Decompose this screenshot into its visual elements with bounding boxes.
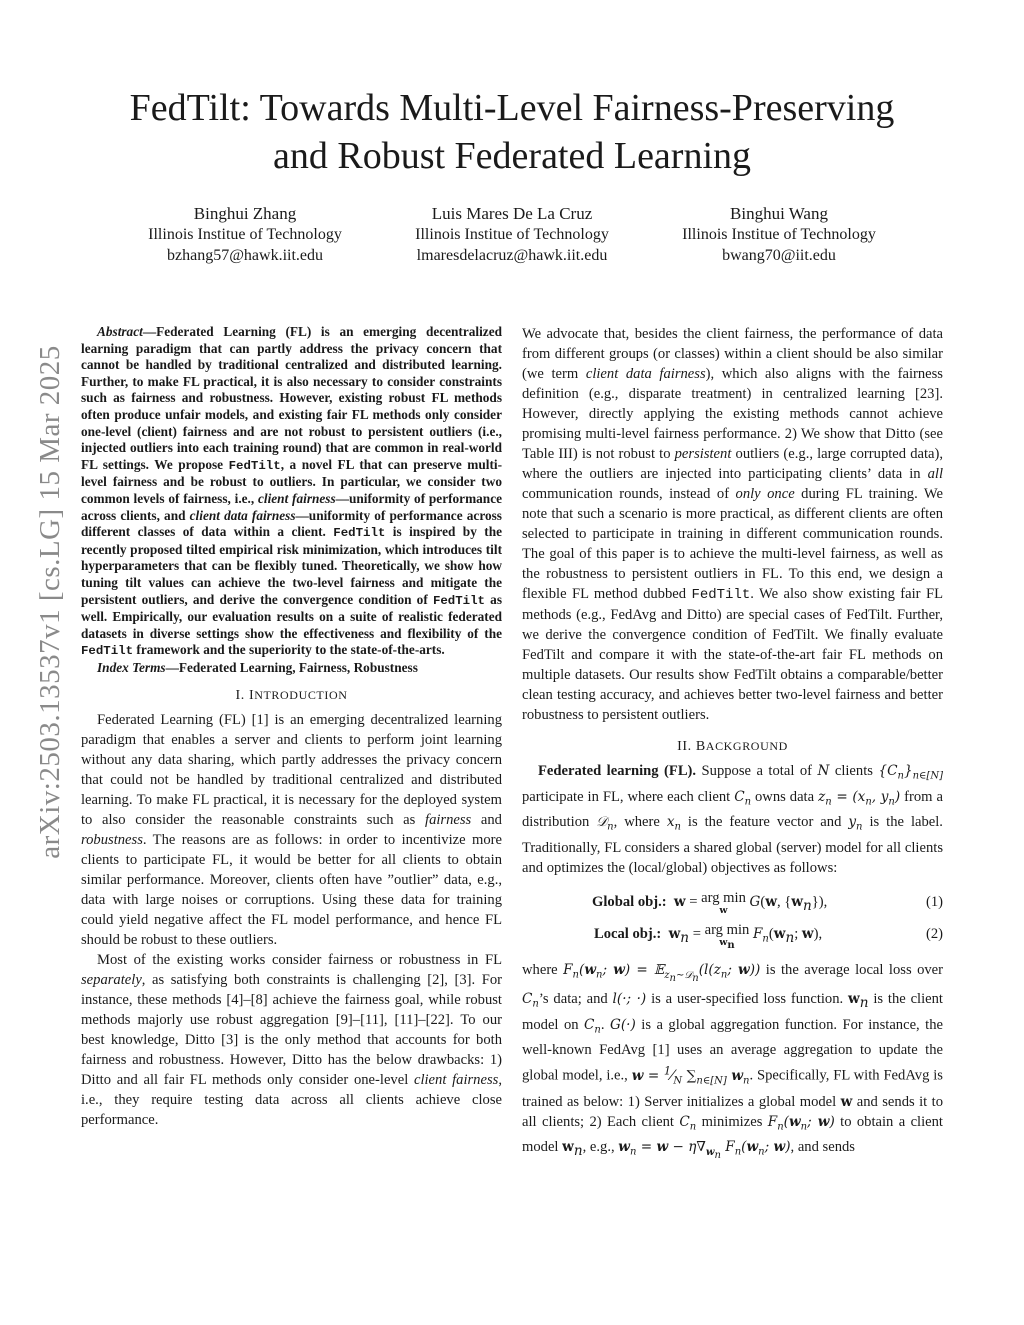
author-name: Binghui Wang: [730, 204, 828, 223]
author-affiliation: Illinois Institue of Technology: [682, 226, 876, 243]
arxiv-stamp: arXiv:2503.13537v1 [cs.LG] 15 Mar 2025: [34, 345, 66, 859]
background-paragraph-1: Federated learning (FL). Suppose a total of N clients $\{C_n\}_{n\in[N]}$ participate in FL, where each client $C_n$ owns data $z_n = (x_n$, $y_n$) from a distribution 𝒟$_n$, where $x_n$ is the feature vector and $y_n$ is the label. Traditionally, FL considers a shared global (server) model for all clients and optimizes the (local/global) objectives as follows:: [522, 763, 943, 877]
author-email: bwang70@iit.edu: [722, 247, 836, 264]
author-name: Binghui Zhang: [193, 204, 297, 223]
intro-paragraph-1: Federated Learning (FL) [1] is an emerging decentralized learning paradigm that enables a server and clients to perform joint learning without any data sharing, which partly addresses the privacy concern that could not be handled by traditional centralized and distributed learning. To make FL practical, it is necessary for the deployed system to also consider the reasonable constraints such as fairness and robustness. The reasons are as follows: in order to incentivize more clients to participate FL, it would be better for all clients to obtain similar performance. Moreover, clients often have ”outlier” data, e.g., data with large noises or corruptions. Using these data for training could yield negative affect the FL model performance, and hence FL should be robust to these outliers.: [81, 712, 502, 949]
section-heading-background: II. BACKGROUND: [677, 739, 788, 754]
author-name: Luis Mares De La Cruz: [431, 204, 593, 223]
equation-number: (2): [925, 926, 943, 943]
title-line-2: and Robust Federated Learning: [272, 135, 752, 177]
author-affiliation: Illinois Institue of Technology: [148, 226, 342, 243]
abstract-label: Abstract: [97, 324, 143, 339]
author-block-1: [95, 203, 395, 266]
equation-number: (1): [925, 894, 943, 911]
intro-paragraph-2: Most of the existing works consider fairness or robustness in FL separately, as satisfying both constraints is challenging [2], [3]. For instance, these methods [4]–[8] achieve the fairness goal, while robust methods majorly use robust aggregation [9]–[11], [11]–[22]. To our best knowledge, Ditto [3] is the only method that accounts for both fairness and robustness. However, Ditto has the below drawbacks: 1) Ditto and all fair FL methods only consider one-level client fairness, i.e., they require testing data across all clients achieve close performance.: [81, 952, 502, 1129]
paper-title: [60, 84, 964, 180]
author-affiliation: Illinois Institue of Technology: [415, 226, 609, 243]
title-line-1: FedTilt: Towards Multi-Level Fairness-Preserving: [129, 87, 895, 129]
equation-label: Global obj.:: [592, 894, 667, 911]
equation-1: Global obj.: w = arg min w G(w, $\{w_n\}$), (1): [592, 890, 943, 917]
right-column: [522, 324, 943, 1166]
index-terms-label: Index Terms: [97, 659, 166, 675]
intro-paragraph-3: We advocate that, besides the client fairness, the performance of data from different groups (or classes) within a client should be also similar (we term client data fairness), which also aligns with the fairness definition (e.g., disparate treatment) in centralized learning [23]. However, directly applying the existing methods cannot achieve promising multi-level fairness performance. 2) We show that Ditto (see Table III) is not robust to persistent outliers (e.g., large corrupted data), where the outliers are injected into participating clients’ data in all communication rounds, instead of only once during FL training. We note that such a scenario is more practical, as different clients are often selected to participate in training in different communication rounds. The goal of this paper is to achieve the multi-level fairness, as well as the robustness to persistent outliers in FL. To this end, we design a flexible FL method dubbed FedTilt. We also show existing fair FL methods (e.g., FedAvg and Ditto) are special cases of FedTilt. Further, we derive the convergence condition of FedTilt. We finally evaluate FedTilt and compare it with the state-of-the-art fair FL methods on multiple datasets. Our results show FedTilt obtains a comparable/better clean testing accuracy, and achieves better two-level fairness and better robustness to persistent outliers.: [522, 326, 944, 723]
author-block-3: [629, 203, 929, 266]
author-email: lmaresdelacruz@hawk.iit.edu: [416, 247, 608, 264]
section-heading-introduction: I. INTRODUCTION: [235, 688, 348, 704]
author-block-2: [362, 203, 662, 266]
equation-label: Local obj.:: [594, 926, 662, 943]
abstract: Abstract—Federated Learning (FL) is an emerging decentralized learning paradigm that can partly address the privacy concern that cannot be handled by traditional centralized and distributed learning. Further, to make FL practical, it is also necessary to consider constraints such as fairness and robustness. However, existing robust FL methods often produce unfair models, and existing fair FL methods only consider one-level (client) fairness and are not robust to persistent outliers (i.e., injected outliers into each training round) that are common in real-world FL settings. We propose FedTilt, a novel FL that can preserve multi-level fairness and be robust to outliers. In particular, we consider two common levels of fairness, i.e., client fairness—uniformity of performance across clients, and client data fairness—uniformity of performance across different classes of data within a client. FedTilt is inspired by the recently proposed tilted empirical risk minimization, which introduces tilt hyperparameters that can be flexibly tuned. Theoretically, we show how tuning tilt values can achieve the two-level fairness and mitigate the persistent outliers, and derive the convergence condition of FedTilt as well. Empirically, our evaluation results on a suite of realistic federated datasets in diverse settings show the effectiveness and flexibility of the FedTilt framework and the superiority to the state-of-the-arts.: [81, 324, 503, 659]
background-paragraph-2: where $F_n(w_n$; $w) = 𝔼_{z_n\sim 𝒟_n}(l(z_n$; w)) is the average local loss over $C_n’s$ data; and l(·; ·) is a user-specified loss function. $w_n$ is the client model on $C_n$. G(·) is a global aggregation function. For instance, the well-known FedAvg [1] uses an average aggregation to update the global model, i.e., $w = ^1⁄_N$ $\sum_{n\in[N]}$ $w_n$. Specifically, FL with FedAvg is trained as below: 1) Server initializes a global model w and sends it to all clients; 2) Each client $C_n$ minimizes $F_n(w_n$; w) to obtain a client model $w_n$, e.g., $w_n = w - \eta\nabla_{w_n}$ $F_n(w_n$; w), and sends: [522, 962, 944, 1161]
index-terms: Index Terms—Federated Learning, Fairness, Robustness: [97, 659, 418, 675]
author-email: bzhang57@hawk.iit.edu: [166, 247, 324, 264]
equation-2: Local obj.: $w_n$ = arg min $w_n$ $F_n(w_n$; w), (2): [594, 922, 943, 952]
left-column: [81, 324, 502, 1130]
